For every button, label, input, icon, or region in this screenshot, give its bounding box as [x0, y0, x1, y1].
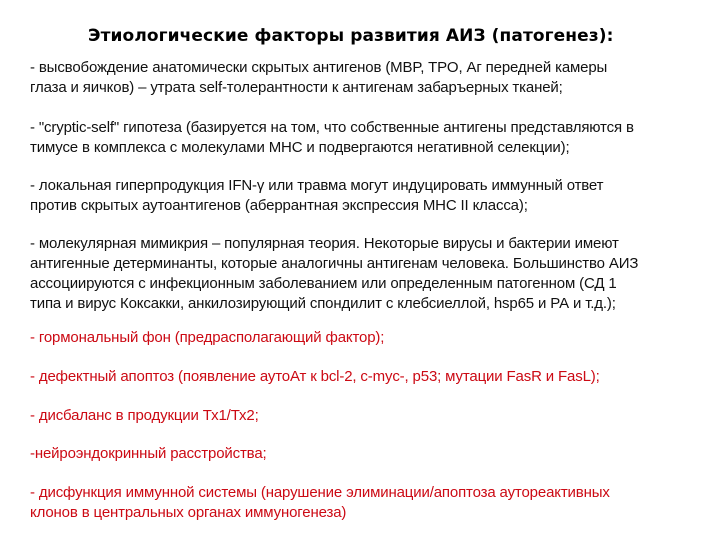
- text-line: клонов в центральных органах иммуногенеза): [30, 504, 347, 521]
- factor-th1-th2-imbalance: [30, 406, 710, 426]
- factor-ifn-gamma: [30, 176, 710, 216]
- text-line: -нейроэндокринный расстройства;: [30, 445, 267, 462]
- factor-immune-dysfunction: [30, 483, 710, 523]
- text-line: против скрытых аутоантигенов (аберрантная экспрессия МНС II класса);: [30, 197, 528, 214]
- text-line: - гормональный фон (предрасполагающий фактор);: [30, 329, 385, 346]
- text-line: тимусе в комплекса с молекулами МНС и подвергаются негативной селекции);: [30, 139, 570, 156]
- text-line: глаза и яичков) – утрата self-толерантности к антигенам забаръерных тканей;: [30, 79, 563, 96]
- text-line: - локальная гиперпродукция IFN-γ или травма могут индуцировать иммунный ответ: [30, 177, 604, 194]
- text-line: типа и вирус Коксакки, анкилозирующий спондилит с клебсиеллой, hsp65 и РА и т.д.);: [30, 295, 616, 312]
- factor-hormonal: [30, 328, 710, 348]
- factor-neuroendocrine: [30, 444, 710, 464]
- text-line: - высвобождение анатомически скрытых антигенов (MBP, TPO, Аг передней камеры: [30, 59, 608, 76]
- factor-defective-apoptosis: [30, 367, 710, 387]
- factor-hidden-antigens: [30, 58, 710, 98]
- slide-title: Этиологические факторы развития АИЗ (патогенез):: [88, 26, 614, 46]
- text-line: - "cryptic-self" гипотеза (базируется на том, что собственные антигены представляются в: [30, 119, 634, 136]
- factor-molecular-mimicry: [30, 234, 710, 314]
- text-line: - дисбаланс в продукции Тх1/Тх2;: [30, 407, 259, 424]
- text-line: ассоциируются с инфекционным заболеванием или определенным патогенном (СД 1: [30, 275, 617, 292]
- text-line: - дефектный апоптоз (появление аутоАт к bcl-2, c-myc-, p53; мутации FasR и FasL);: [30, 368, 600, 385]
- text-line: - дисфункция иммунной системы (нарушение элиминации/апоптоза аутореактивных: [30, 484, 610, 501]
- text-line: - молекулярная мимикрия – популярная теория. Некоторые вирусы и бактерии имеют: [30, 235, 619, 252]
- text-line: антигенные детерминанты, которые аналогичны антигенам человека. Большинство АИЗ: [30, 255, 639, 272]
- factor-cryptic-self: [30, 118, 710, 158]
